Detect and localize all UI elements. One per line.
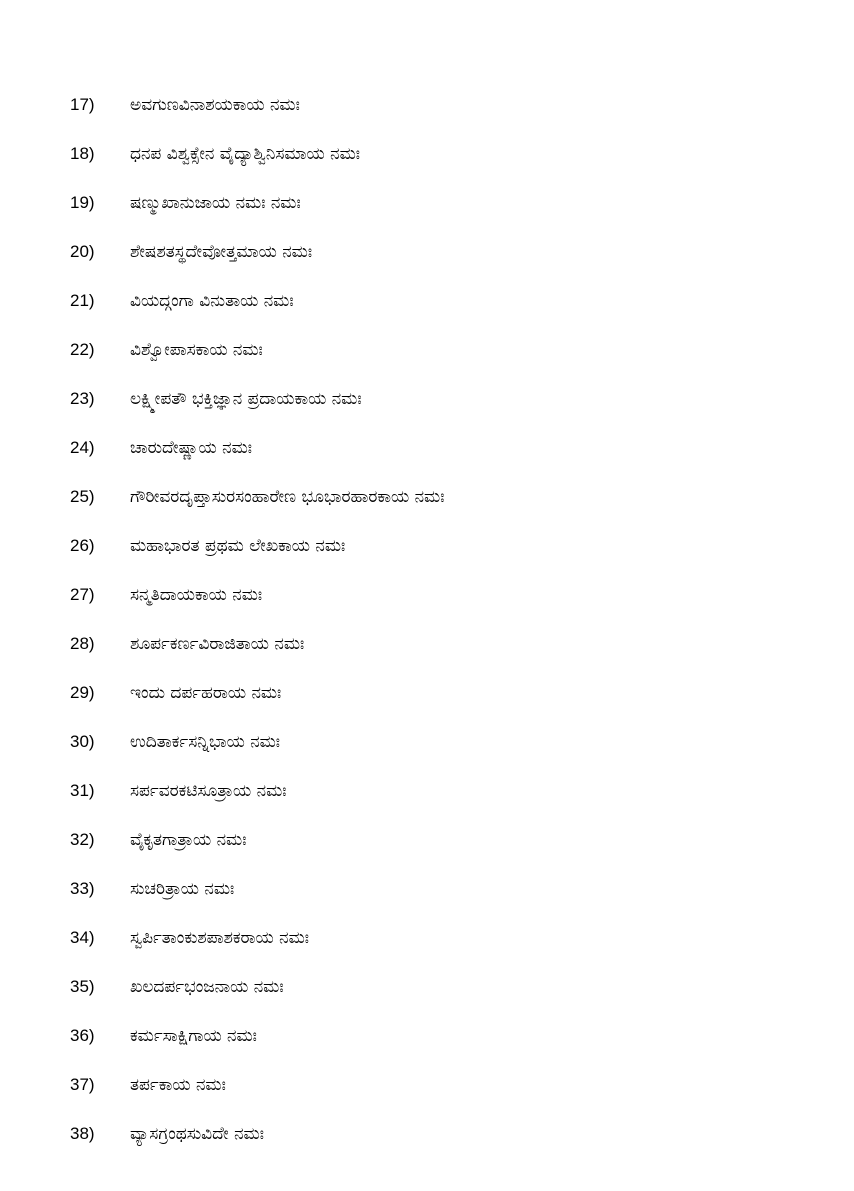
list-item — [70, 668, 444, 717]
list-item — [70, 129, 444, 178]
item-number: 27) — [70, 584, 95, 604]
list-item — [70, 619, 444, 668]
item-text: ವ್ಯಾಸಗ್ರಂಥಸುವಿದೇ ನಮಃ — [130, 1123, 264, 1144]
list-item — [70, 227, 444, 276]
list-item — [70, 325, 444, 374]
item-text: ವೈಕೃತಗಾತ್ರಾಯ ನಮಃ — [130, 829, 247, 850]
item-text: ಅವಗುಣವಿನಾಶಯಕಾಯ ನಮಃ — [130, 94, 300, 115]
list-item — [70, 374, 444, 423]
item-text: ಖಲದರ್ಪಭಂಜನಾಯ ನಮಃ — [130, 976, 284, 997]
list-item — [70, 717, 444, 766]
item-text: ಷಣ್ಮುಖಾನುಜಾಯ ನಮಃ ನಮಃ — [130, 192, 301, 213]
item-number: 25) — [70, 486, 95, 506]
list-item — [70, 815, 444, 864]
item-text: ವಿಶ್ವೋಪಾಸಕಾಯ ನಮಃ — [130, 339, 263, 360]
list-item — [70, 1109, 444, 1158]
item-text: ಸರ್ಪವರಕಟಿಸೂತ್ರಾಯ ನಮಃ — [130, 780, 287, 801]
list-item — [70, 962, 444, 1011]
list-item — [70, 423, 444, 472]
item-text: ಸನ್ಮತಿದಾಯಕಾಯ ನಮಃ — [130, 584, 263, 605]
list-item — [70, 178, 444, 227]
list-item — [70, 1011, 444, 1060]
list-item — [70, 472, 444, 521]
name-list — [70, 80, 444, 1158]
item-number: 18) — [70, 143, 95, 163]
item-text: ಸುಚರಿತ್ರಾಯ ನಮಃ — [130, 878, 235, 899]
item-number: 29) — [70, 682, 95, 702]
item-number: 26) — [70, 535, 95, 555]
item-number: 35) — [70, 976, 95, 996]
item-number: 17) — [70, 94, 95, 114]
list-item — [70, 1060, 444, 1109]
item-number: 19) — [70, 192, 95, 212]
item-text: ಶೂರ್ಪಕರ್ಣವಿರಾಜಿತಾಯ ನಮಃ — [130, 633, 305, 654]
list-item — [70, 766, 444, 815]
item-number: 34) — [70, 927, 95, 947]
item-text: ಲಕ್ಷ್ಮೀಪತೌ ಭಕ್ತಿಜ್ಞಾನ ಪ್ರದಾಯಕಾಯ ನಮಃ — [130, 388, 362, 409]
list-item — [70, 913, 444, 962]
item-text: ತರ್ಪಕಾಯ ನಮಃ — [130, 1074, 226, 1095]
list-item — [70, 570, 444, 619]
item-text: ಉದಿತಾರ್ಕಸನ್ನಿಭಾಯ ನಮಃ — [130, 731, 281, 752]
item-number: 37) — [70, 1074, 95, 1094]
item-text: ಕರ್ಮಸಾಕ್ಷಿಗಾಯ ನಮಃ — [130, 1025, 257, 1046]
item-number: 31) — [70, 780, 95, 800]
item-number: 30) — [70, 731, 95, 751]
item-number: 36) — [70, 1025, 95, 1045]
item-number: 22) — [70, 339, 95, 359]
item-number: 24) — [70, 437, 95, 457]
list-item — [70, 80, 444, 129]
item-number: 33) — [70, 878, 95, 898]
list-item — [70, 864, 444, 913]
list-item — [70, 521, 444, 570]
item-text: ಸ್ವರ್ಪಿತಾಂಕುಶಪಾಶಕರಾಯ ನಮಃ — [130, 927, 310, 948]
item-text: ಧನಪ ವಿಶ್ವಕ್ಸೇನ ವೈದ್ಯಾಶ್ವಿನಿಸಮಾಯ ನಮಃ — [130, 143, 361, 164]
item-text: ಗೌರೀವರದೃಪ್ತಾಸುರಸಂಹಾರೇಣ ಭೂಭಾರಹಾರಕಾಯ ನಮಃ — [130, 486, 445, 507]
item-number: 32) — [70, 829, 95, 849]
list-item — [70, 276, 444, 325]
item-text: ವಿಯದ್ಗಂಗಾ ವಿನುತಾಯ ನಮಃ — [130, 290, 294, 311]
item-number: 28) — [70, 633, 95, 653]
item-number: 38) — [70, 1123, 95, 1143]
item-number: 23) — [70, 388, 95, 408]
item-text: ಇಂದು ದರ್ಪಹರಾಯ ನಮಃ — [130, 682, 282, 703]
item-number: 21) — [70, 290, 95, 310]
item-number: 20) — [70, 241, 95, 261]
item-text: ಶೇಷಶತಸ್ಥದೇವೋತ್ತಮಾಯ ನಮಃ — [130, 241, 313, 262]
item-text: ಮಹಾಭಾರತ ಪ್ರಥಮ ಲೇಖಕಾಯ ನಮಃ — [130, 535, 346, 556]
item-text: ಚಾರುದೇಷ್ಣಾಯ ನಮಃ — [130, 437, 252, 458]
